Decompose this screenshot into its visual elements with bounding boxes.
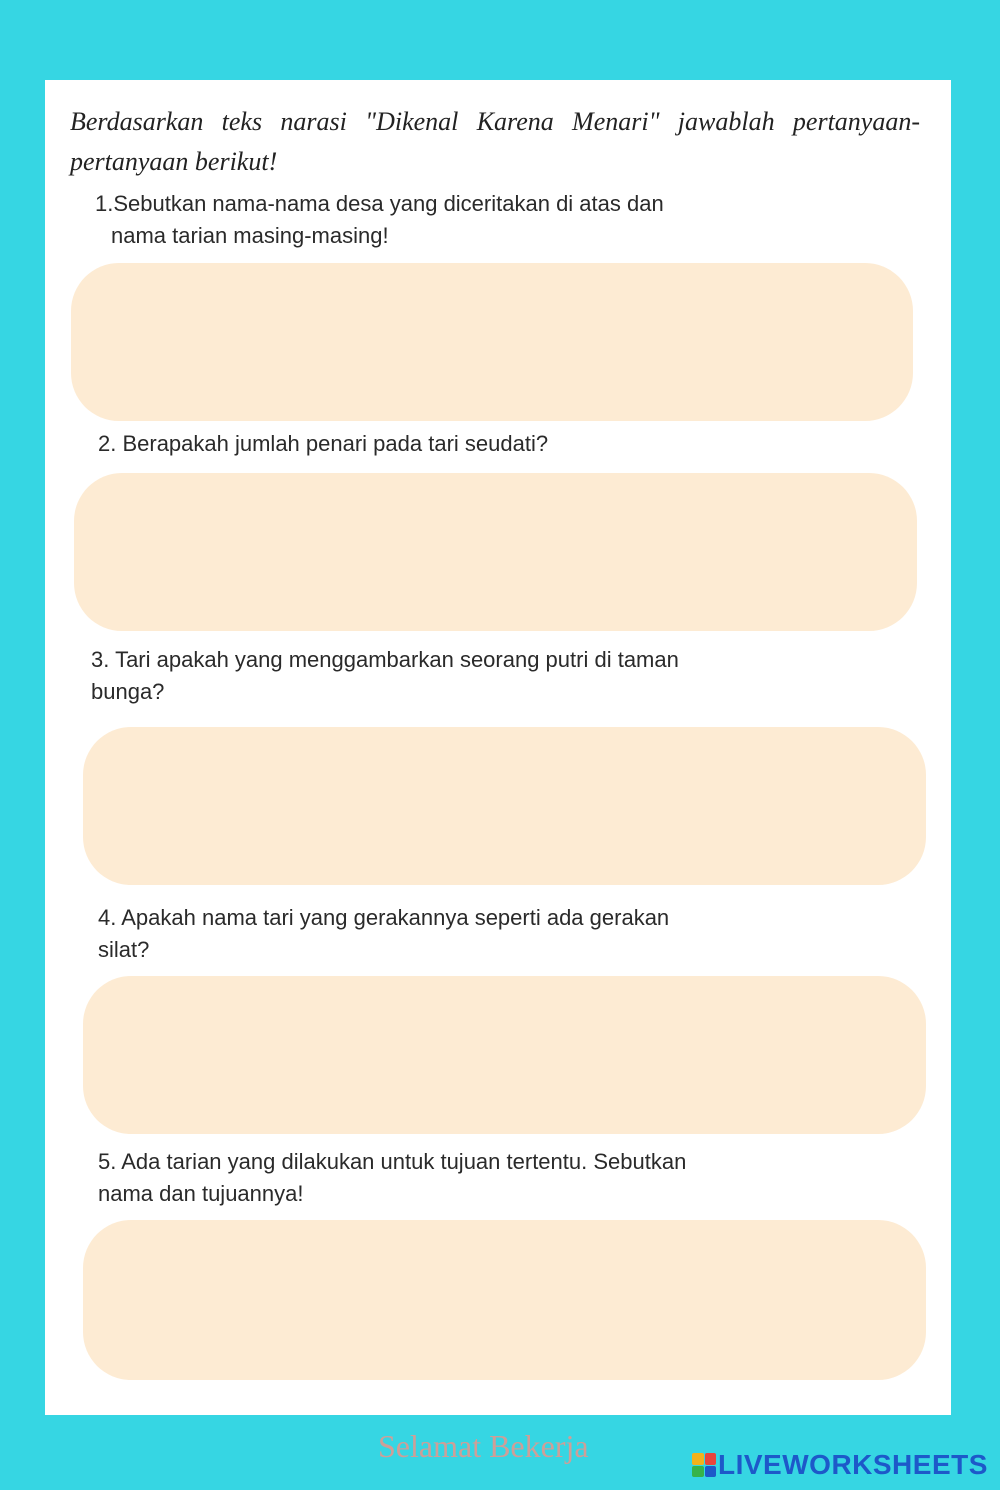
question-1-line-1: 1.Sebutkan nama-nama desa yang diceritakan di atas dan <box>95 191 664 216</box>
question-5-line-1: 5. Ada tarian yang dilakukan untuk tujuan tertentu. Sebutkan <box>98 1149 687 1174</box>
question-5 <box>98 1146 686 1210</box>
question-1-line-2: nama tarian masing-masing! <box>111 223 389 248</box>
liveworksheets-logo-icon <box>692 1453 716 1477</box>
answer-field-5[interactable] <box>83 1220 926 1380</box>
question-5-line-2: nama dan tujuannya! <box>98 1181 304 1206</box>
question-4-line-2: silat? <box>98 937 150 962</box>
logo-tile-yellow <box>692 1453 704 1465</box>
closing-message: Selamat Bekerja <box>378 1428 589 1464</box>
logo-tile-red <box>705 1453 717 1465</box>
liveworksheets-brand[interactable] <box>692 1449 988 1481</box>
answer-field-4[interactable] <box>83 976 926 1134</box>
question-2 <box>98 428 548 460</box>
question-4 <box>98 902 669 966</box>
instructions: Berdasarkan teks narasi "Dikenal Karena Menari" jawablah pertanyaan-pertanyaan berikut! <box>70 107 920 176</box>
question-4-line-1: 4. Apakah nama tari yang gerakannya seperti ada gerakan <box>98 905 670 930</box>
brand-name: LIVEWORKSHEETS <box>718 1449 988 1480</box>
answer-field-2[interactable] <box>74 473 917 631</box>
question-3 <box>91 644 679 708</box>
question-3-line-2: bunga? <box>91 679 165 704</box>
logo-tile-green <box>692 1466 704 1478</box>
question-1 <box>95 188 664 252</box>
worksheet-sheet <box>45 80 951 1415</box>
answer-field-1[interactable] <box>71 263 913 421</box>
logo-tile-blue <box>705 1466 717 1478</box>
answer-field-3[interactable] <box>83 727 926 885</box>
question-3-line-1: 3. Tari apakah yang menggambarkan seorang putri di taman <box>91 647 679 672</box>
question-2-line-1: 2. Berapakah jumlah penari pada tari seudati? <box>98 431 549 456</box>
